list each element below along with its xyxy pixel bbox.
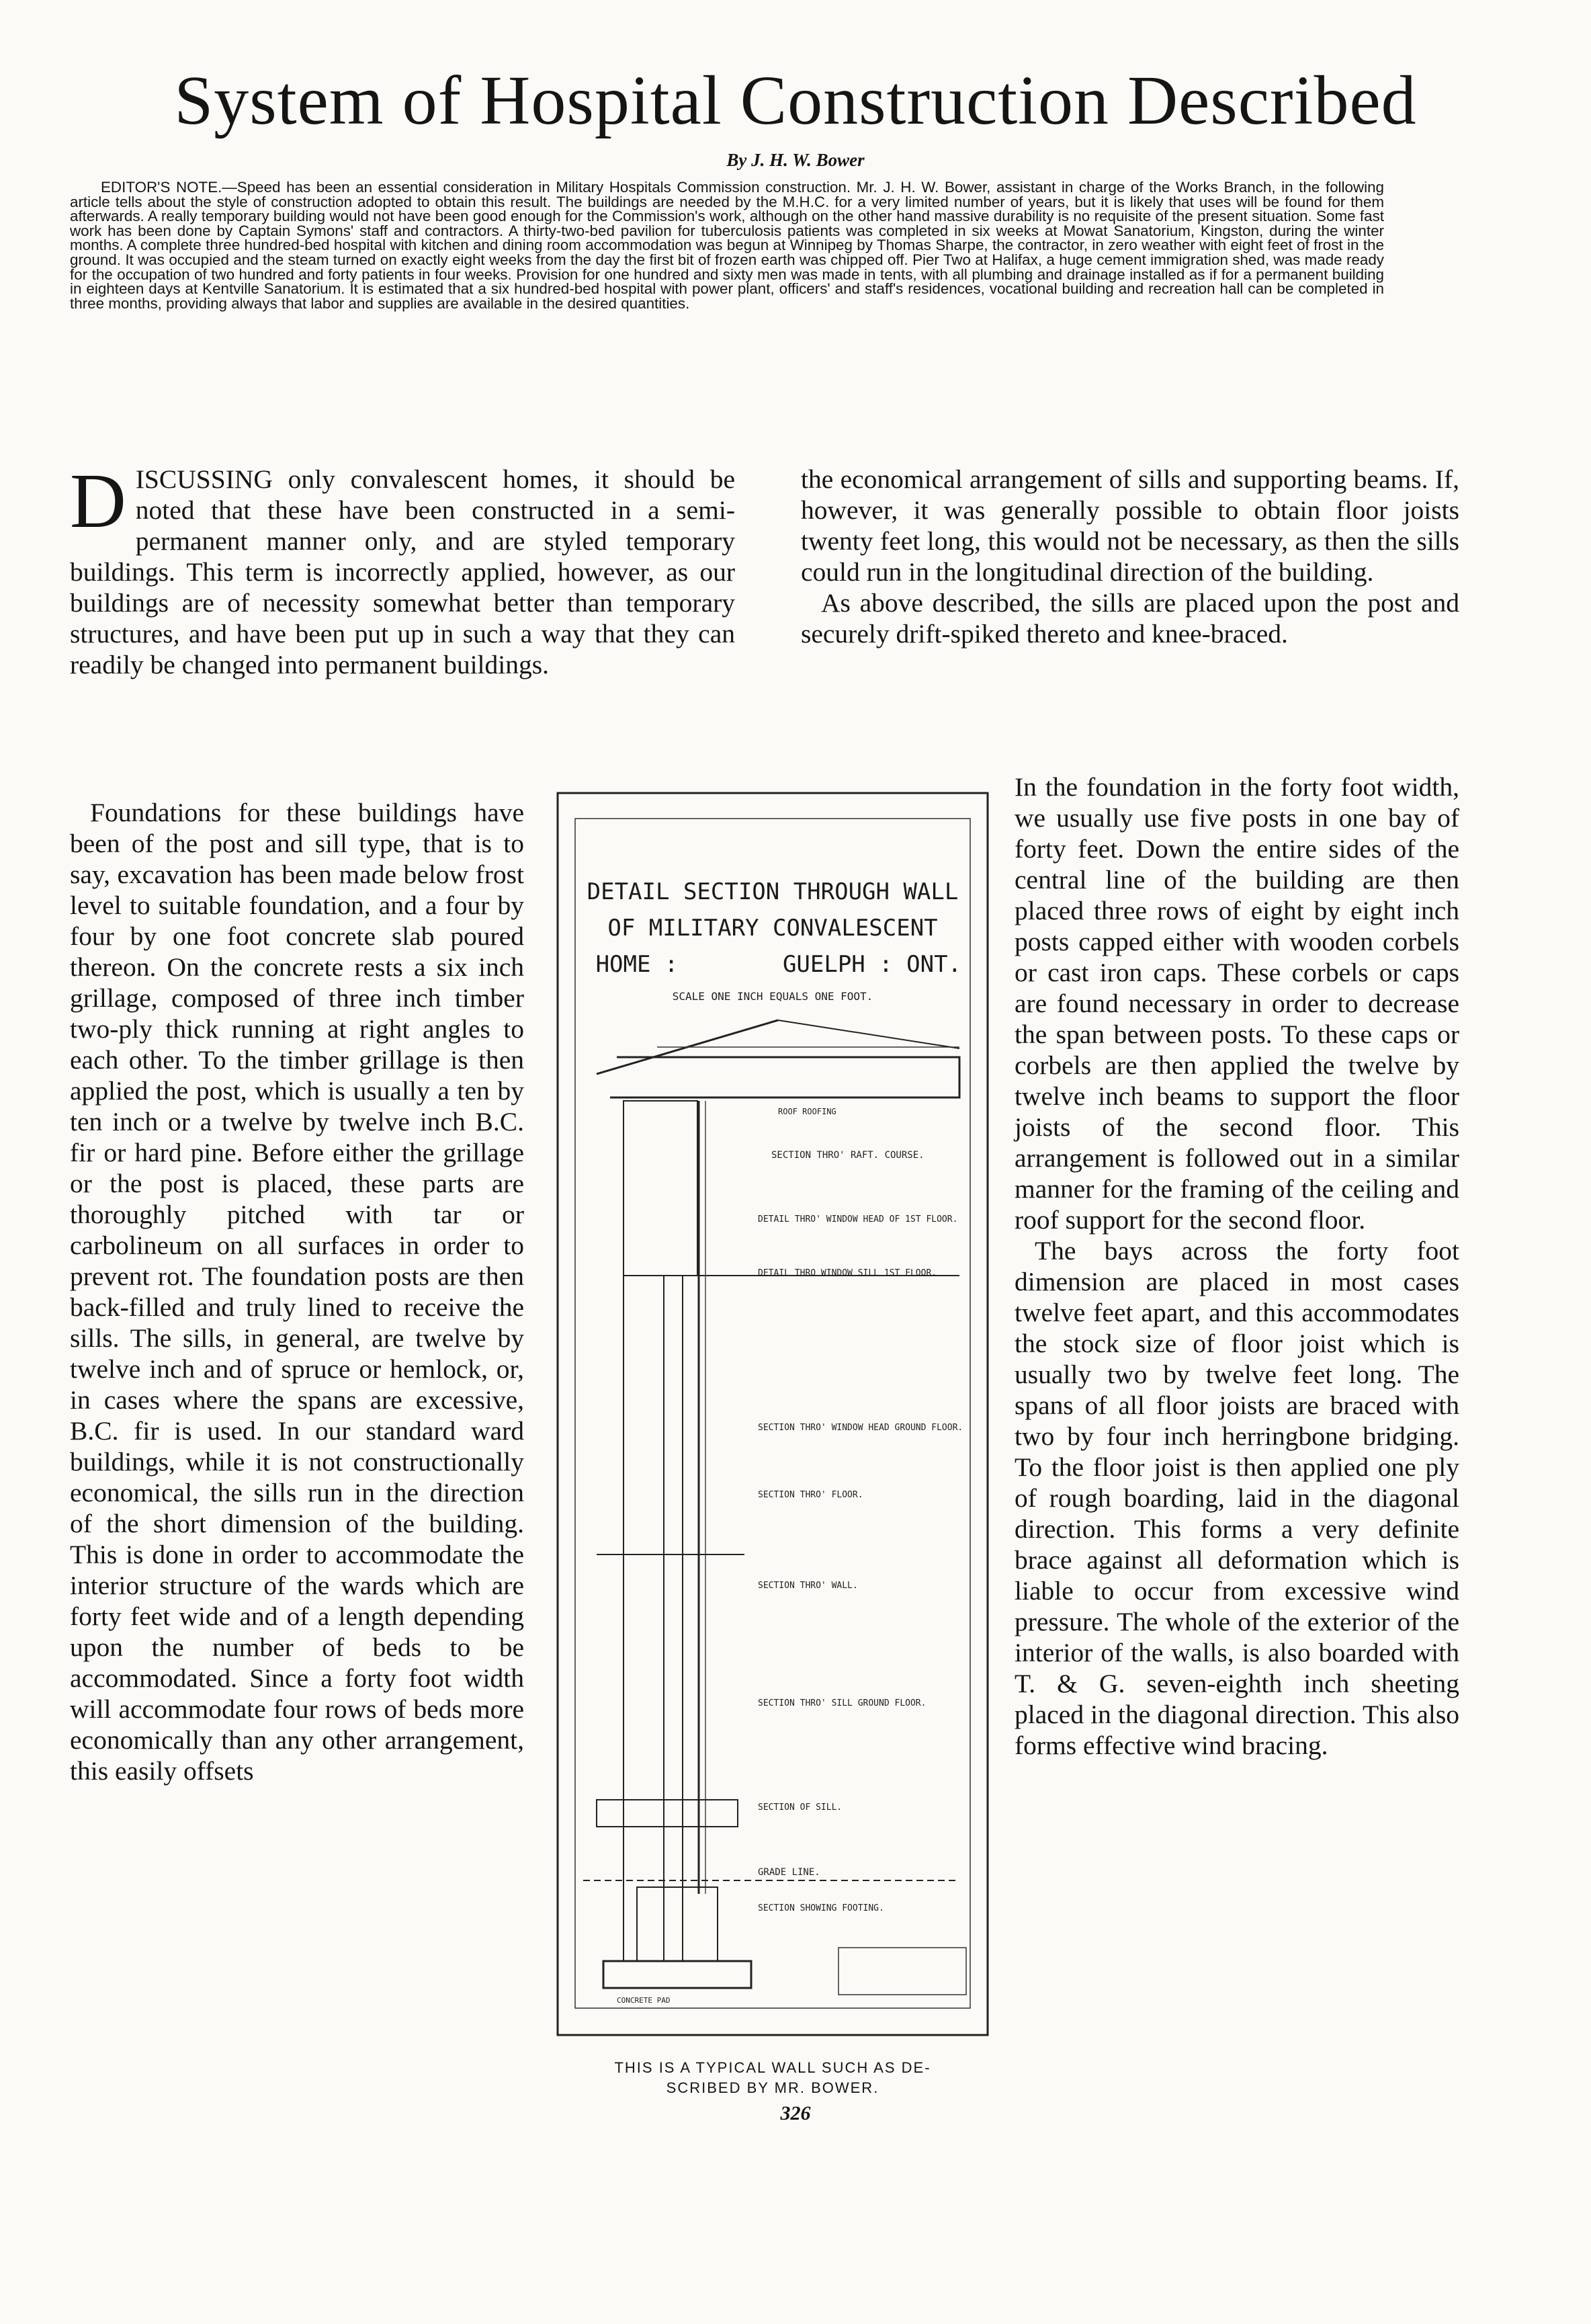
article-title: System of Hospital Construction Described xyxy=(174,62,1417,139)
drawing-title-place: GUELPH : ONT. xyxy=(782,951,962,978)
body-paragraph-1-text: ISCUSSING only convalescent homes, it should be noted that these have been constructed in a semi-permanent manner only, and are styled temporary buildings. This term is incorrectly applied, however, as our buildings are of necessity somewhat better than temporary structures, and have been put up in such a way that they can readily be changed into permanent buildings. xyxy=(70,464,735,679)
foundation-post xyxy=(637,1887,718,1961)
body-paragraph-1 xyxy=(70,458,735,680)
body-paragraph-r2-low: In the foundation in the forty foot width, we usually use five posts in one bay of forty feet. Down the entire sides of the central line of the building are then placed three rows of eight by eight inch posts capped either with wooden corbels or cast iron caps. These corbels or caps are found necessary in order to decrease the span between posts. To these caps or corbels are then applied the twelve by twelve inch beams to support the floor joists of the second floor. This arrangement is followed out in a similar manner for the framing of the ceiling and roof support for the second floor. xyxy=(1015,772,1459,1235)
body-column-left-low xyxy=(70,797,524,1786)
label-concrete-pad: CONCRETE PAD xyxy=(617,1996,671,2005)
label-window-head-1: DETAIL THRO' WINDOW HEAD OF 1ST FLOOR. xyxy=(758,1214,958,1225)
figure-caption xyxy=(538,2058,1008,2098)
drop-cap: D xyxy=(70,458,126,544)
concrete-pad xyxy=(603,1961,751,1988)
label-window-sill-1: DETAIL THRO WINDOW SILL 1ST FLOOR. xyxy=(758,1268,937,1278)
wall-section-upper xyxy=(624,1101,697,1276)
body-paragraph-r1: the economical arrangement of sills and supporting beams. If, however, it was generally possible to obtain floor joists twenty feet long, this would not be necessary, as then the sills could run in the longitudinal direction of the building. xyxy=(801,464,1459,587)
body-paragraph-r3: The bays across the forty foot dimension are placed in most cases twelve feet apart, and this accommodates the stock size of floor joist which is usually two by twelve feet long. The spans of all floor joists are braced with two by four inch herringbone bridging. To the floor joist is then applied one ply of rough boarding, laid in the diagonal direction. This forms a very definite brace against all deformation which is liable to occur from excessive wind pressure. The whole of the exterior of the interior of the walls, is also boarded with T. & G. seven-eighth inch sheeting placed in the diagonal direction. This also forms effective wind bracing. xyxy=(1015,1236,1459,1760)
label-grade: GRADE LINE. xyxy=(758,1867,820,1878)
wall-section-drawing xyxy=(556,792,989,2036)
body-paragraph-2: Foundations for these buildings have been of the post and sill type, that is to say, excavation has been made below frost level to suitable foundation, and a four by four by one foot concrete slab poured thereon. On the concrete rests a six inch grillage, composed of three inch timber two-ply thick running at right angles to each other. To the timber grillage is then applied the post, which is usually a ten by ten inch or a twelve by twelve inch B.C. fir or hard pine. Before either the grillage or the post is placed, these parts are thoroughly pitched with tar or carbolineum on all surfaces in order to prevent rot. The foundation posts are then back-filled and truly lined to receive the sills. The sills, in general, are twelve by twelve inch and of spruce or hemlock, or, in cases where the spans are excessive, B.C. fir is used. In our standard ward buildings, while it is not constructionally economical, the sills run in the direction of the short dimension of the building. This is done in order to accommodate the interior structure of the wards which are forty feet wide and of a length depending upon the number of beds to be accommodated. Since a forty foot width will accommodate four rows of beds more economically than any other arrangement, this easily offsets xyxy=(70,798,524,1786)
label-ground-sill: SECTION THRO' SILL GROUND FLOOR. xyxy=(758,1698,927,1708)
label-section-wall: SECTION THRO' WALL. xyxy=(758,1581,858,1591)
roof-outline xyxy=(610,1057,959,1097)
label-footing: SECTION SHOWING FOOTING. xyxy=(758,1903,884,1913)
sill-block xyxy=(597,1800,738,1827)
figure-caption-line-2: SCRIBED BY MR. BOWER. xyxy=(666,2079,879,2096)
figure-caption-line-1: THIS IS A TYPICAL WALL SUCH AS DE- xyxy=(614,2059,931,2076)
body-paragraph-r2-top: As above described, the sills are placed upon the post and securely drift-spiked thereto and knee-braced. xyxy=(801,588,1459,649)
body-column-right-top xyxy=(801,464,1459,649)
drawing-title-line-1: DETAIL SECTION THROUGH WALL xyxy=(587,878,959,905)
editors-note: EDITOR'S NOTE.—Speed has been an essential consideration in Military Hospitals Commission construction. Mr. J. H. W. Bower, assistant in charge of the Works Branch, in the following article tells about the style of construction adopted to obtain this result. The buildings are needed by the M.H.C. for a very limited number of years, but it is likely that uses will be found for them afterwards. A really temporary building would not have been good enough for the Commission's work, although on the other hand massive durability is no requisite of the present situation. Some fast work has been done by Captain Symons' staff and contractors. A thirty-two-bed pavilion for tuberculosis patients was completed in six weeks at Mowat Sanatorium, Kingston, during the winter months. A complete three hundred-bed hospital with kitchen and dining room accommodation was begun at Winnipeg by Thomas Sharpe, the contractor, in zero weather with eight feet of frost in the ground. It was occupied and the steam turned on exactly eight weeks from the day the first bit of frozen earth was chipped off. Pier Two at Halifax, a huge cement immigration shed, was made ready for the occupation of two hundred and forty patients in four weeks. Provision for one hundred and sixty men was made in tents, with all plumbing and drainage installed as if for a permanent building in eighteen days at Kentville Sanatorium. It is estimated that a six hundred-bed hospital with power plant, officers' and staff's residences, vocational building and recreation hall can be completed in three months, providing always that labor and supplies are available in the desired quantities. xyxy=(70,179,1384,312)
body-column-left-top xyxy=(70,458,735,680)
wall-frame xyxy=(624,1276,664,1961)
roof-slope xyxy=(778,1020,959,1048)
byline: By J. H. W. Bower xyxy=(726,150,865,170)
wall-section-svg xyxy=(556,792,989,2036)
drawing-outer-frame xyxy=(558,793,988,2035)
label-window-head-ground: SECTION THRO' WINDOW HEAD GROUND FLOOR. xyxy=(758,1423,963,1433)
drawing-title-home: HOME : xyxy=(595,951,679,978)
label-sill: SECTION OF SILL. xyxy=(758,1802,843,1813)
label-section-floor: SECTION THRO' FLOOR. xyxy=(758,1490,863,1500)
wall-studs xyxy=(664,1276,683,1961)
drawing-title-line-2: OF MILITARY CONVALESCENT xyxy=(607,915,938,942)
body-column-right-low xyxy=(1015,772,1459,1761)
drawing-scale-note: SCALE ONE INCH EQUALS ONE FOOT. xyxy=(672,990,873,1003)
page-number: 326 xyxy=(780,2102,811,2124)
label-truss: SECTION THRO' RAFT. COURSE. xyxy=(771,1150,924,1161)
label-roof: ROOF ROOFING xyxy=(778,1107,836,1116)
title-block xyxy=(838,1948,966,1995)
